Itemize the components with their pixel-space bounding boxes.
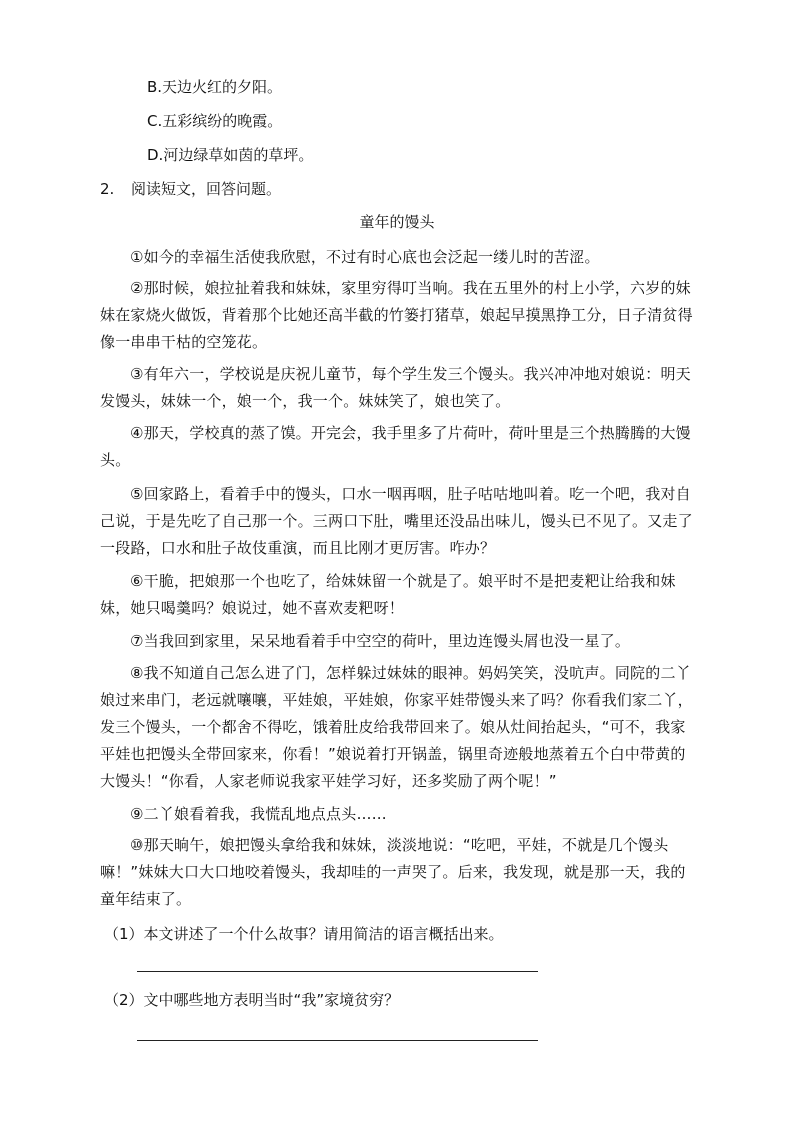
- article-paragraph: ③有年六一，学校说是庆祝儿童节，每个学生发三个馒头。我兴冲冲地对娘说：明天发馒头，妹妹一个，娘一个，我一个。妹妹笑了，娘也笑了。: [100, 365, 691, 410]
- question-prompt: 阅读短文，回答问题。: [131, 180, 282, 198]
- article-paragraph: ⑩那天晌午，娘把馒头拿给我和妹妹，淡淡地说：“吃吧，平娃，不就是几个馒头嘛！”妹妹大口大口地咬着馒头，我却哇的一声哭了。后来，我发现，就是那一天，我的童年结束了。: [100, 836, 686, 908]
- option-d: D.河边绿草如茵的草坪。: [147, 146, 314, 164]
- article-paragraph: ⑥干脆，把娘那一个也吃了，给妹妹留一个就是了。娘平时不是把麦粑让给我和妹妹，她只喝羹吗？娘说过，她不喜欢麦粑呀！: [100, 572, 676, 617]
- option-b: B.天边火红的夕阳。: [147, 78, 283, 96]
- sub-question-2: （2）文中哪些地方表明当时“我”家境贫穷？: [104, 991, 400, 1009]
- article-paragraph: ⑨二丫娘看着我，我慌乱地点点头……: [130, 805, 387, 823]
- article-paragraph: ②那时候，娘拉扯着我和妹妹，家里穷得叮当响。我在五里外的村上小学，六岁的妹妹在家烧火做饭，背着那个比她还高半截的竹篓打猪草，娘起早摸黑挣工分，日子清贫得像一串串干枯的空笼花。: [100, 279, 693, 351]
- answer-line-1[interactable]: [137, 971, 538, 972]
- article-paragraph: ①如今的幸福生活使我欣慰，不过有时心底也会泛起一缕儿时的苦涩。: [130, 248, 600, 266]
- answer-line-2[interactable]: [137, 1040, 538, 1041]
- option-c: C.五彩缤纷的晚霞。: [147, 112, 283, 130]
- article-paragraph: ⑤回家路上，看着手中的馒头，口水一咽再咽，肚子咕咕地叫着。吃一个吧，我对自己说，于是先吃了自己那一个。三两口下肚，嘴里还没品出味儿，馒头已不见了。又走了一段路，口水和肚子故伎重演，而且比刚才更厉害。咋办？: [100, 485, 693, 557]
- article-paragraph: ⑦当我回到家里，呆呆地看着手中空空的荷叶，里边连馒头屑也没一星了。: [130, 632, 631, 650]
- question-number: 2.: [100, 180, 115, 198]
- article-paragraph: ⑧我不知道自己怎么进了门，怎样躲过妹妹的眼神。妈妈笑笑，没吭声。同院的二丫娘过来串门，老远就嚷嚷，平娃娘，平娃娘，你家平娃带馒头来了吗？你看我们家二丫，发三个馒头，一个都舍不得吃，饿着肚皮给我带回来了。娘从灶间抬起头，“可不，我家平娃也把馒头全带回家来，你看！”娘说着打开锅盖，锅里奇迹般地蒸着五个白中带黄的大馒头！“你看，人家老师说我家平娃学习好，还多奖励了两个呢！”: [100, 664, 693, 790]
- article-paragraph: ④那天，学校真的蒸了馍。开完会，我手里多了片荷叶，荷叶里是三个热腾腾的大馒头。: [100, 424, 691, 469]
- sub-question-1: （1）本文讲述了一个什么故事？请用简洁的语言概括出来。: [104, 925, 504, 943]
- article-title: 童年的馒头: [359, 213, 435, 231]
